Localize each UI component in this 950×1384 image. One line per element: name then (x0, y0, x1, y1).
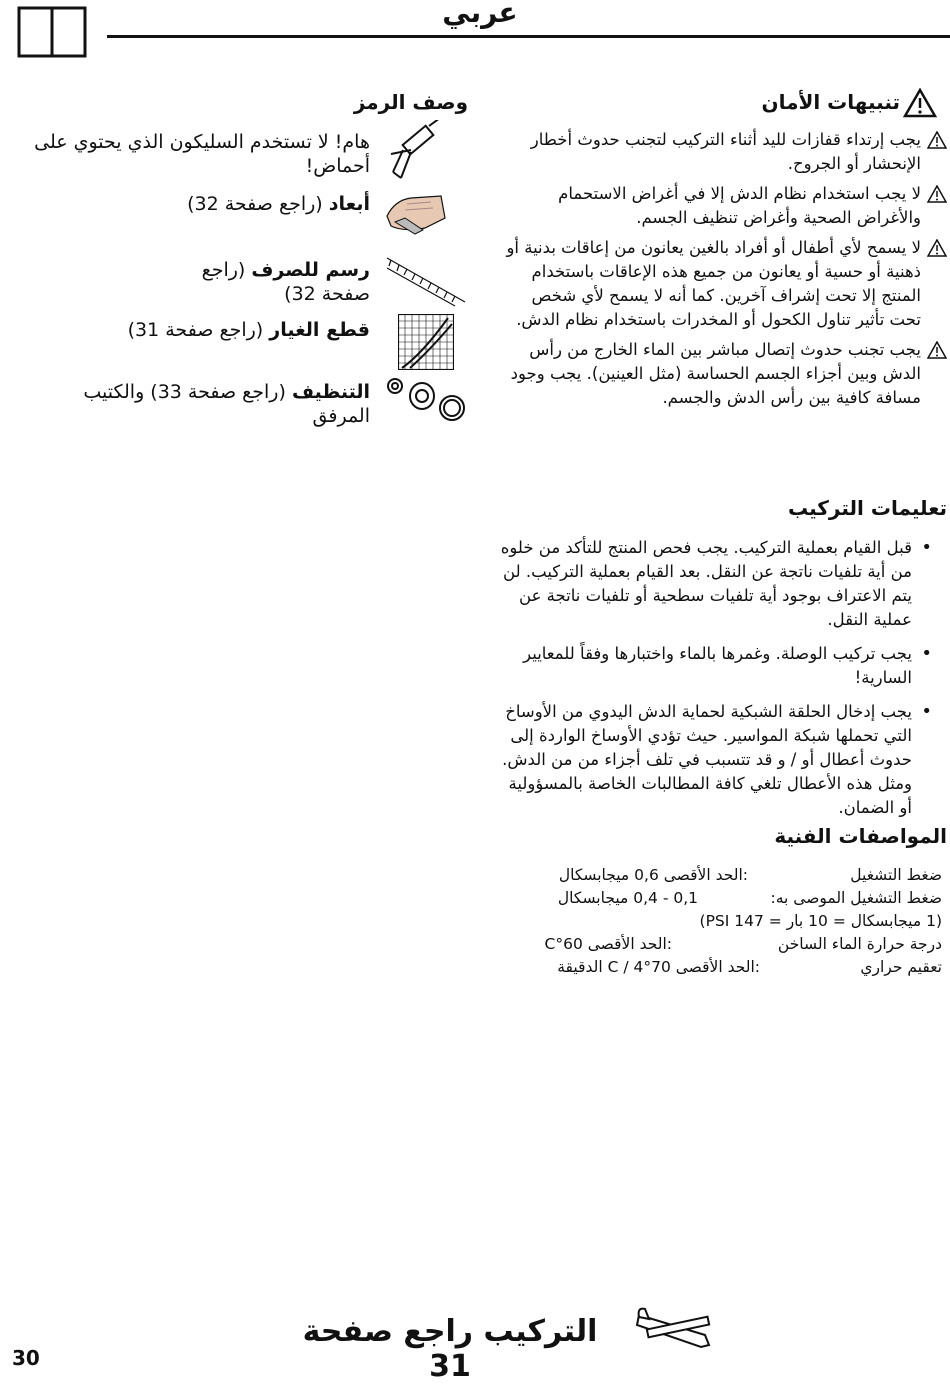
flow-graph-icon (398, 314, 454, 370)
symbols-title: وصف الرمز (353, 90, 468, 114)
wrench-tools-icon (635, 1305, 715, 1351)
specs-title: المواصفات الفنية (774, 824, 947, 848)
installation-list-wrap (500, 536, 932, 830)
symbol-dimensions-ref: (راجع صفحة 32) (187, 193, 329, 215)
open-book-icon (17, 6, 87, 58)
spec-label: تعقيم حراري (860, 958, 942, 976)
symbol-silicone-desc: هام! لا تستخدم السليكون الذي يحتوي على أحماض! (34, 131, 370, 177)
safety-item (505, 128, 947, 176)
safety-item (505, 236, 947, 332)
symbol-drawing-ref: (راجع صفحة 32) (201, 259, 370, 305)
installation-item: • يجب إدخال الحلقة الشبكية لحماية الدش اليدوي من الأوساخ التي تحملها شبكة المواسير. حيث تؤدي الأوساخ الواردة إلى حدوث أعطال أو / و قد تتسبب في تلف أجزاء من من الدش. ومثل هذه الأعطال تلغي كافة المطالبات الخاصة بالمسؤولية أو الضمان. (500, 700, 932, 820)
language-title: عربي (442, 0, 518, 29)
symbol-cleaning-text (20, 380, 370, 428)
warning-small-icon (927, 341, 947, 359)
installation-title: تعليمات التركيب (787, 496, 947, 520)
spec-label: ضغط التشغيل الموصى به: (770, 889, 942, 907)
symbol-spare-text (90, 318, 370, 342)
safety-list (505, 128, 947, 416)
spare-parts-icon (386, 374, 468, 426)
safety-item-text: يجب تجنب حدوث إتصال مباشر بين الماء الخارج من رأس الدش وبين أجزاء الجسم الحساسة (مثل العينين). يجب وجود مسافة كافية بين رأس الدش والجسم. (510, 340, 921, 407)
spec-value: :الحد الأقصى 60°C (544, 935, 672, 953)
spec-label: (1 ميجابسكال = 10 بار = PSI 147) (699, 912, 942, 930)
spec-label: ضغط التشغيل (850, 866, 942, 884)
installation-reference: التركيب راجع صفحة 31 (302, 1314, 598, 1384)
symbol-spare-ref: (راجع صفحة 31) (127, 319, 270, 341)
warning-triangle-icon (903, 88, 937, 118)
symbol-cleaning-bold: التنظيف (291, 381, 370, 403)
symbol-dimensions-text (150, 192, 370, 216)
installation-list (500, 536, 932, 820)
warning-small-icon (927, 131, 947, 149)
safety-title: تنبيهات الأمان (761, 90, 900, 114)
safety-item-text: لا يسمح لأي أطفال أو أفراد بالغين يعانون من إعاقات بدنية أو ذهنية أو حسية أو يعانون من جميع هذه الإعاقات باستخدام المنتج إلا تحت إشراف آخرين. كما أنه لا يسمح لأي شخص تحت تأثير تناول الكحول أو المخدرات باستخدام نظام الدش. (506, 238, 921, 329)
installation-item: • يجب تركيب الوصلة. وغمرها بالماء واختبارها وفقاً للمعايير السارية! (500, 642, 932, 690)
symbol-drawing-bold: رسم للصرف (251, 259, 370, 281)
symbol-silicone-text (20, 130, 370, 178)
silicone-gun-icon (385, 120, 445, 182)
symbol-dimensions-bold: أبعاد (328, 193, 370, 215)
safety-item-text: يجب إرتداء قفازات لليد أثناء التركيب لتجنب حدوث أخطار الإنحشار أو الجروح. (530, 130, 921, 173)
spec-label: درجة حرارة الماء الساخن (777, 935, 942, 953)
page-number: 30 (12, 1346, 40, 1370)
warning-small-icon (927, 185, 947, 203)
symbol-spare-bold: قطع الغيار (269, 319, 370, 341)
gloved-hand-icon (385, 186, 447, 244)
header-rule (107, 35, 950, 38)
safety-item (505, 182, 947, 230)
spec-value: 0,1 - 0,4 ميجابسكال (557, 889, 698, 907)
spec-value: :الحد الأقصى 70°C / 4 الدقيقة (557, 958, 760, 976)
warning-small-icon (927, 239, 947, 257)
ruler-icon (385, 252, 467, 310)
symbol-drawing-text (150, 258, 370, 306)
safety-item (505, 338, 947, 410)
symbol-cleaning-ref: (راجع صفحة 33) والكتيب المرفق (83, 381, 370, 427)
installation-item: • قبل القيام بعملية التركيب. يجب فحص المنتج للتأكد من خلوه من أية تلفيات ناتجة عن النقل. بعد القيام بعملية التركيب. لن يتم الاعتراف بوجود أية تلفيات سطحية أو تلفيات ناتجة عن عملية النقل. (500, 536, 932, 632)
safety-item-text: لا يجب استخدام نظام الدش إلا في أغراض الاستحمام والأغراض الصحية وأغراض تنظيف الجسم. (558, 184, 921, 227)
spec-value: :الحد الأقصى 0,6 ميجابسكال (558, 866, 748, 884)
